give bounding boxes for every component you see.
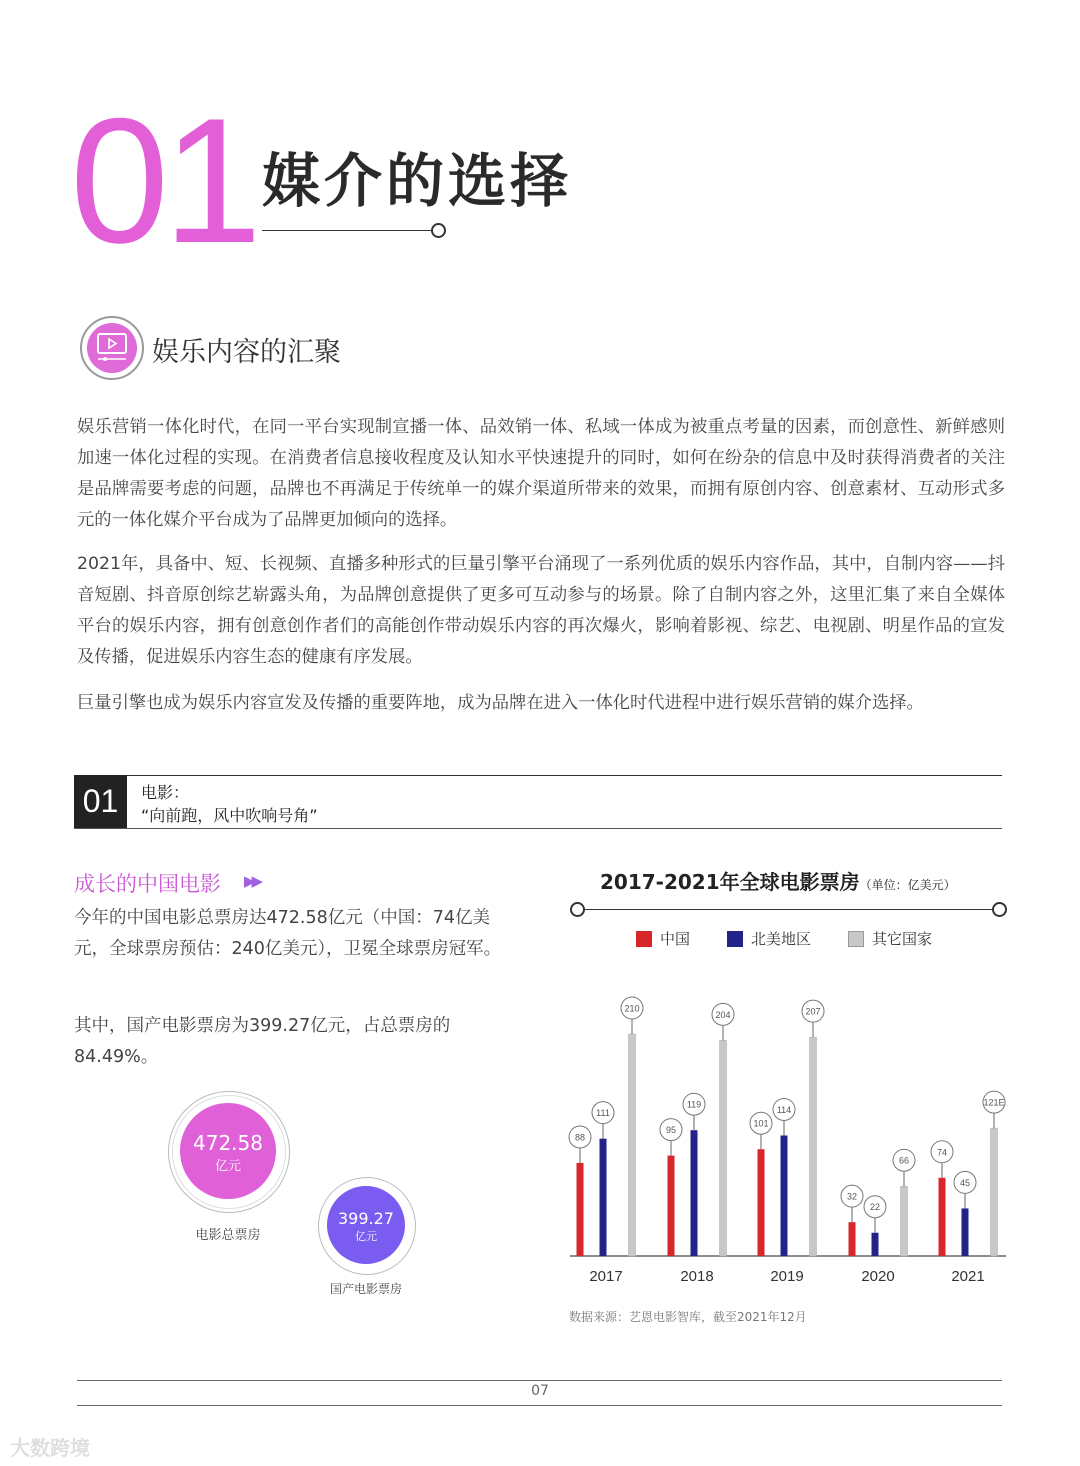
bar bbox=[720, 1040, 727, 1256]
legend-swatch bbox=[636, 931, 652, 947]
data-label: 66 bbox=[898, 1155, 910, 1166]
chart-unit: （单位：亿美元） bbox=[859, 878, 956, 892]
data-label: 204 bbox=[715, 1009, 731, 1020]
chapter-number: 01 bbox=[70, 81, 256, 280]
total-box-office-circle bbox=[180, 1103, 276, 1199]
bar bbox=[872, 1233, 879, 1256]
divider-dot bbox=[570, 902, 585, 917]
data-label: 45 bbox=[959, 1177, 971, 1188]
data-label: 210 bbox=[624, 1003, 640, 1014]
page-number: 07 bbox=[531, 1383, 549, 1399]
data-source: 数据来源：艺恩电影智库，截至2021年12月 bbox=[569, 1310, 807, 1324]
subsection-title: 电影： bbox=[141, 783, 190, 802]
subsection-number: 01 bbox=[74, 775, 127, 828]
data-label: 32 bbox=[846, 1191, 858, 1202]
domestic-box-office-circle bbox=[327, 1186, 405, 1264]
left-text: 今年的中国电影总票房达472.58亿元（中国：74亿美元，全球票房预估：240亿美元），卫冕全球票房冠军。 bbox=[74, 908, 502, 959]
data-label: 207 bbox=[805, 1006, 821, 1017]
data-label: 22 bbox=[869, 1202, 881, 1213]
domestic-unit: 亿元 bbox=[355, 1230, 377, 1243]
x-tick-label: 2019 bbox=[770, 1268, 804, 1285]
bar bbox=[939, 1178, 946, 1256]
paragraph: 2021年，具备中、短、长视频、直播多种形式的巨量引擎平台涌现了一系列优质的娱乐内容作品，其中，自制内容——抖音短剧、抖音原创综艺崭露头角，为品牌创意提供了更多可互动参与的场景。除了自制内容之外，这里汇集了来自全媒体平台的娱乐内容，拥有创意创作者们的高能创作带动娱乐内容的再次爆火，影响着影视、综艺、电视剧、明星作品的宣发及传播，促进娱乐内容生态的健康有序发展。 bbox=[77, 554, 1005, 667]
legend-item-china bbox=[636, 928, 690, 949]
bar bbox=[901, 1186, 908, 1256]
domestic-label: 国产电影票房 bbox=[329, 1282, 402, 1296]
bar bbox=[849, 1222, 856, 1256]
bar bbox=[810, 1037, 817, 1256]
subsection-subtitle: “向前跑，风中吹响号角” bbox=[141, 806, 318, 825]
bar bbox=[668, 1156, 675, 1256]
total-unit: 亿元 bbox=[214, 1159, 241, 1174]
data-label: 119 bbox=[686, 1099, 702, 1110]
double-arrow-icon: ▶▶ bbox=[244, 872, 260, 890]
x-tick-label: 2018 bbox=[680, 1268, 714, 1285]
legend-swatch bbox=[848, 931, 864, 947]
paragraph: 巨量引擎也成为娱乐内容宣发及传播的重要阵地，成为品牌在进入一体化时代进程中进行娱乐营销的媒介选择。 bbox=[77, 693, 924, 713]
legend-label: 其它国家 bbox=[872, 930, 933, 948]
total-value: 472.58 bbox=[193, 1131, 263, 1155]
band-divider bbox=[74, 828, 1002, 829]
legend-label: 北美地区 bbox=[751, 930, 812, 948]
data-label: 74 bbox=[936, 1147, 948, 1158]
domestic-value: 399.27 bbox=[338, 1209, 394, 1228]
band-divider bbox=[74, 775, 1002, 776]
x-tick-label: 2021 bbox=[951, 1268, 985, 1285]
total-label: 电影总票房 bbox=[195, 1228, 261, 1243]
page-title: 媒介的选择 bbox=[262, 147, 573, 215]
x-tick-label: 2020 bbox=[861, 1268, 895, 1285]
legend-label: 中国 bbox=[660, 930, 691, 948]
left-text: 其中，国产电影票房为399.27亿元，占总票房的84.49%。 bbox=[74, 1016, 451, 1067]
title-divider-dot bbox=[431, 223, 446, 238]
bar bbox=[629, 1034, 636, 1256]
bar bbox=[577, 1163, 584, 1256]
legend-item-north-america bbox=[727, 928, 811, 949]
bar bbox=[600, 1139, 607, 1256]
section-title: 娱乐内容的汇聚 bbox=[152, 337, 341, 368]
chart-title-text: 2017-2021年全球电影票房 bbox=[600, 870, 860, 894]
legend-item-other bbox=[848, 928, 932, 949]
chart-title-divider bbox=[577, 909, 998, 910]
divider-dot bbox=[992, 902, 1007, 917]
video-play-icon bbox=[80, 316, 144, 380]
bar bbox=[991, 1128, 998, 1256]
legend-swatch bbox=[727, 931, 743, 947]
data-label: 95 bbox=[665, 1125, 677, 1136]
data-label: 88 bbox=[574, 1132, 586, 1143]
data-label: 111 bbox=[596, 1108, 610, 1119]
footer-divider bbox=[77, 1380, 1002, 1381]
bar bbox=[691, 1130, 698, 1256]
bar-chart bbox=[560, 990, 1020, 1290]
footer-divider bbox=[77, 1405, 1002, 1406]
data-label: 114 bbox=[776, 1104, 792, 1115]
chart-title bbox=[600, 866, 956, 895]
bar bbox=[781, 1135, 788, 1256]
title-divider bbox=[262, 230, 432, 231]
paragraph: 娱乐营销一体化时代，在同一平台实现制宣播一体、品效销一体、私域一体成为被重点考量的因素，而创意性、新鲜感则加速一体化过程的实现。在消费者信息接收程度及认知水平快速提升的同时，如何在纷杂的信息中及时获得消费者的关注是品牌需要考虑的问题，品牌也不再满足于传统单一的媒介渠道所带来的效果，而拥有原创内容、创意素材、互动形式多元的一体化媒介平台成为了品牌更加倾向的选择。 bbox=[77, 417, 1005, 530]
x-tick-label: 2017 bbox=[589, 1268, 623, 1285]
left-heading: 成长的中国电影 bbox=[74, 872, 221, 896]
bar bbox=[758, 1149, 765, 1256]
data-label: 101 bbox=[753, 1118, 769, 1129]
bar bbox=[962, 1208, 969, 1256]
watermark: 大数跨境 bbox=[10, 1436, 90, 1460]
data-label: 121E bbox=[983, 1097, 1005, 1108]
